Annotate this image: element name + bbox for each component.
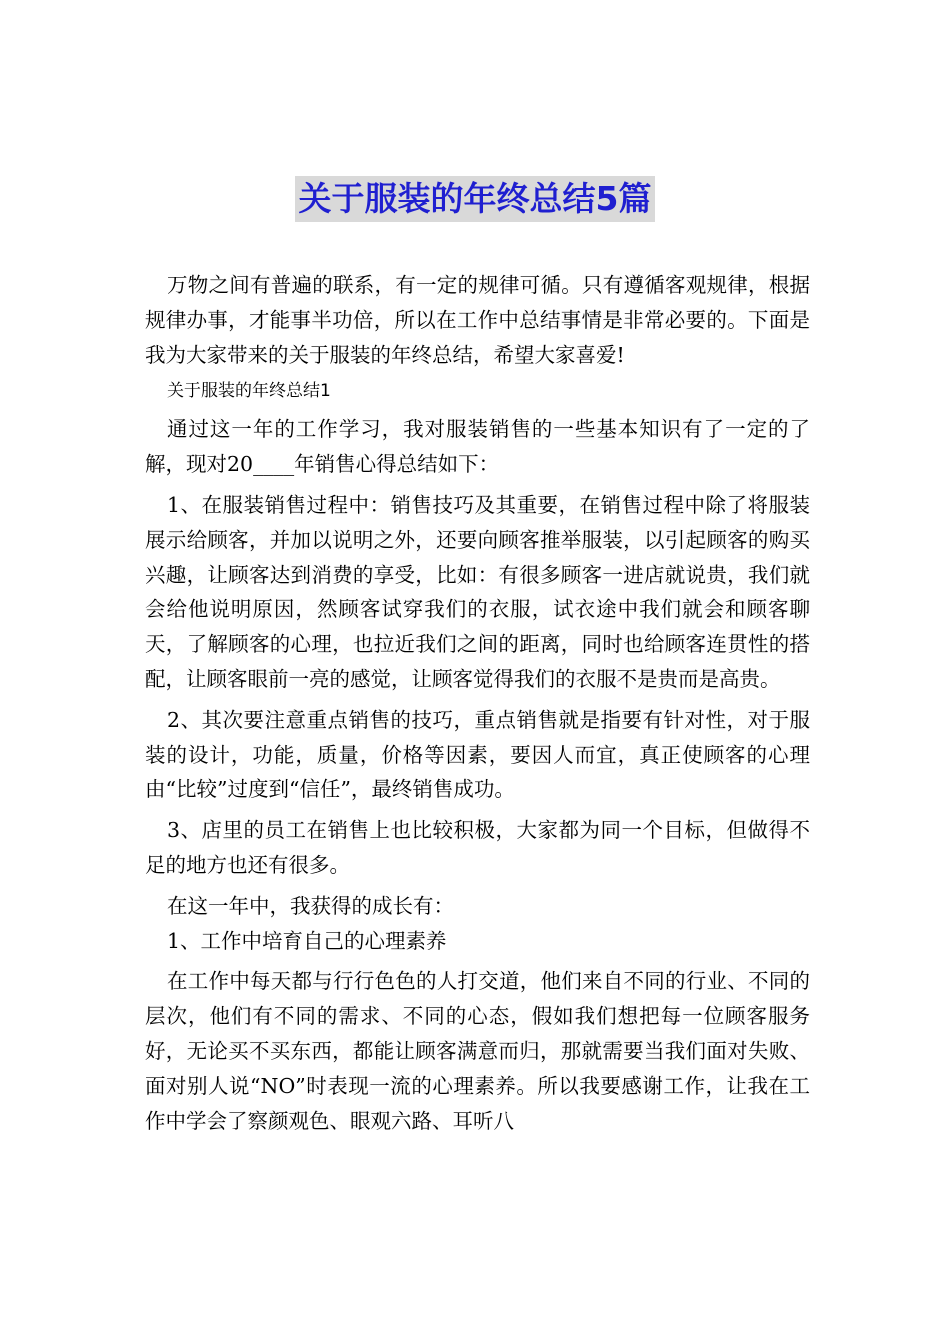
- body-paragraph: 1、在服装销售过程中：销售技巧及其重要，在销售过程中除了将服装展示给顾客，并加以说明之外，还要向顾客推举服装，以引起顾客的购买兴趣，让顾客达到消费的享受，比如：有很多顾客一进店就说贵，我们就会给他说明原因，然顾客试穿我们的衣服，试衣途中我们就会和顾客聊天，了解顾客的心理，也拉近我们之间的距离，同时也给顾客连贯性的搭配，让顾客眼前一亮的感觉，让顾客觉得我们的衣服不是贵而是高贵。: [145, 492, 810, 691]
- section-heading: 关于服装的年终总结1: [167, 381, 331, 402]
- body-paragraph: 通过这一年的工作学习，我对服装销售的一些基本知识有了一定的了解，现对20____年销售心得总结如下：: [145, 417, 810, 477]
- body-paragraph: 在工作中每天都与行行色色的人打交道，他们来自不同的行业、不同的层次，他们有不同的需求、不同的心态，假如我们想把每一位顾客服务好，无论买不买东西，都能让顾客满意而归，那就需要当我们面对失败、面对别人说“NO”时表现一流的心理素养。所以我要感谢工作，让我在工作中学会了察颜观色、眼观六路、耳听八: [145, 969, 810, 1133]
- body-paragraph: 1、工作中培育自己的心理素养: [167, 928, 447, 953]
- document-title: 关于服装的年终总结5篇: [295, 176, 656, 222]
- document-body: [145, 268, 810, 1138]
- body-paragraph: 2、其次要注意重点销售的技巧，重点销售就是指要有针对性，对于服装的设计，功能，质量，价格等因素，要因人而宜，真正使顾客的心理由“比较”过度到“信任”，最终销售成功。: [145, 707, 810, 802]
- intro-paragraph: 万物之间有普遍的联系，有一定的规律可循。只有遵循客观规律，根据规律办事，才能事半功倍，所以在工作中总结事情是非常必要的。下面是我为大家带来的关于服装的年终总结，希望大家喜爱!: [145, 273, 810, 367]
- title-container: [0, 176, 950, 222]
- body-paragraph: 3、店里的员工在销售上也比较积极，大家都为同一个目标，但做得不足的地方也还有很多。: [145, 818, 810, 877]
- body-paragraph: 在这一年中，我获得的成长有：: [167, 893, 454, 918]
